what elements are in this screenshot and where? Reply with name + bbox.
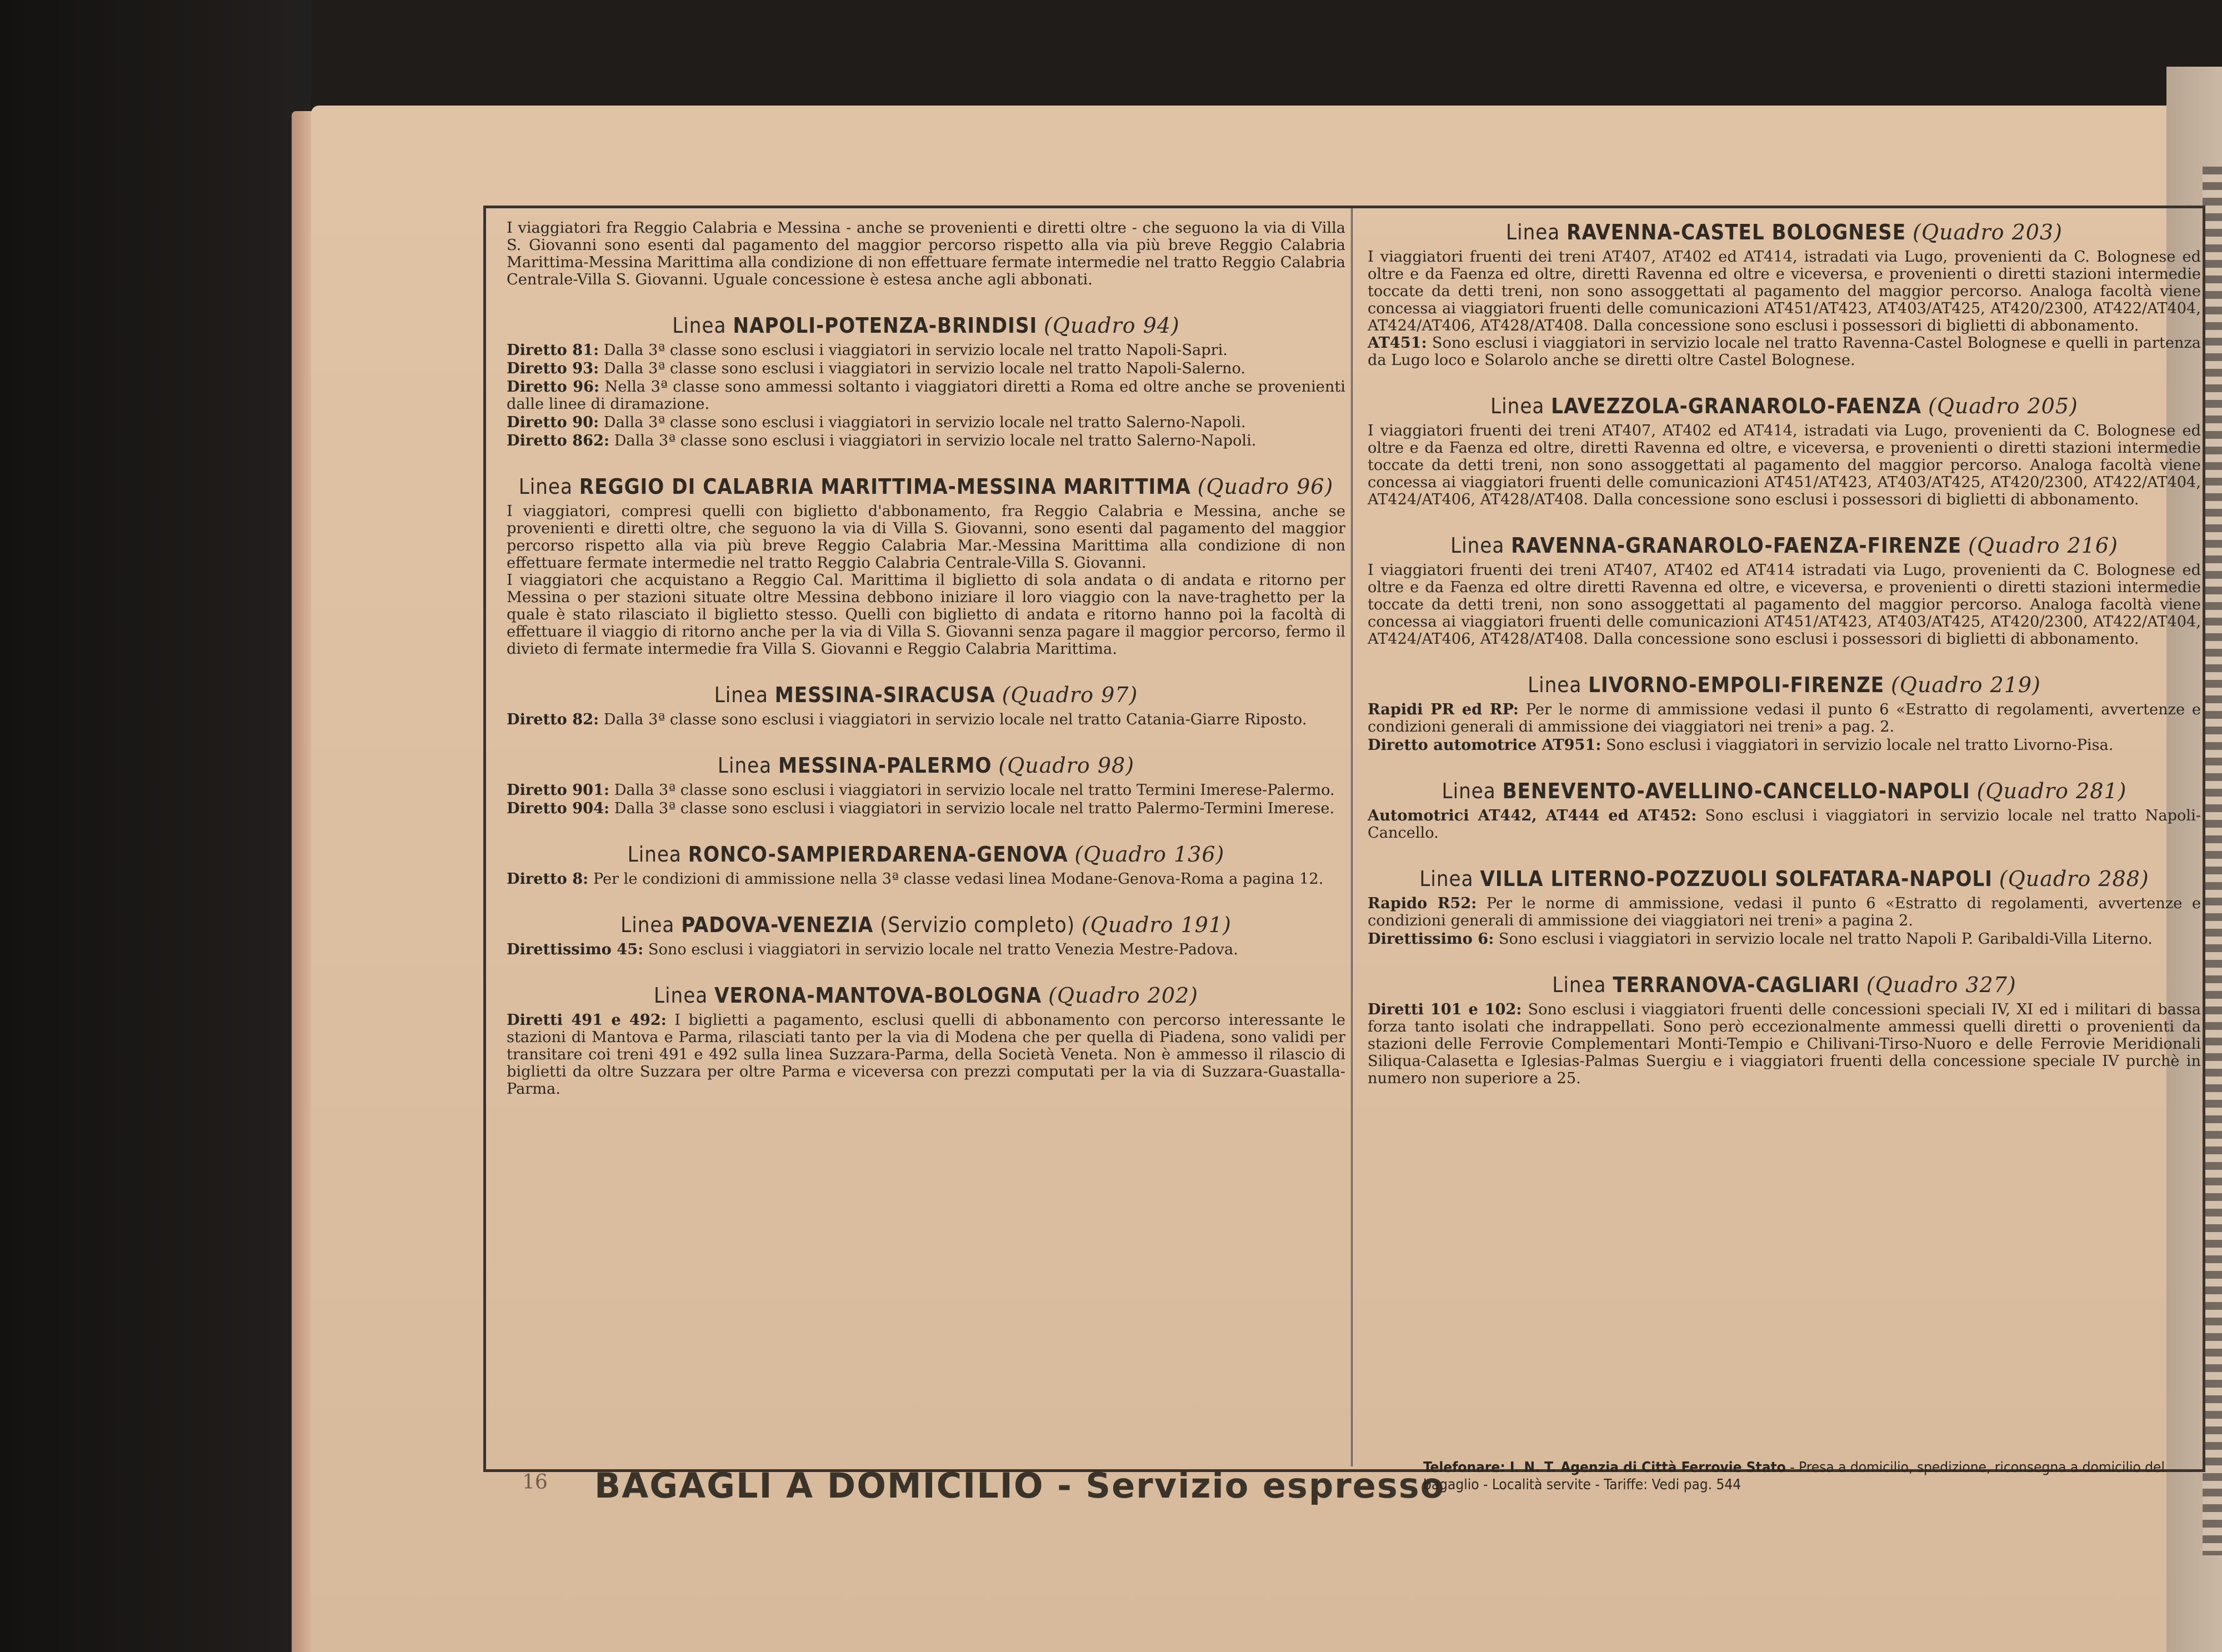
line-prefix: Linea (672, 313, 727, 338)
train-text: I biglietti a pagamento, esclusi quelli di abbonamento con percorso interessante le stazioni di Mantova e Parma, rilasciati tanto per la via di Modena che per quella di Piadena, sono validi per transitare coi treni 491 e 492 sulla linea Suzzara-Parma, della Società Veneta. Non è ammesso il rilascio di biglietti da oltre Suzzara per oltre Parma e viceversa con prezzi computati per la via di Suzzara-Guastalla-Parma. (507, 1012, 1345, 1098)
train-label: Diretto 82: (507, 710, 599, 728)
train-entry (507, 782, 1345, 799)
line-heading (1368, 866, 2201, 892)
line-prefix: Linea (653, 983, 708, 1008)
background-dark (0, 0, 311, 1652)
train-text: Per le condizioni di ammissione nella 3ª classe vedasi linea Modane-Genova-Roma a pagina 12. (593, 870, 1324, 888)
train-label: Rapido R52: (1368, 894, 1477, 912)
line-name: REGGIO DI CALABRIA MARITTIMA-MESSINA MARITTIMA (579, 474, 1191, 499)
train-text: Dalla 3ª classe sono esclusi i viaggiatori in servizio locale nel tratto Salerno-Napoli. (614, 432, 1257, 449)
line-prefix: Linea (620, 913, 675, 937)
train-entry (507, 432, 1345, 449)
line-heading (507, 682, 1345, 708)
line-prefix: Linea (1490, 394, 1545, 418)
left-column (507, 219, 1345, 1122)
line-prefix: Linea (1552, 973, 1607, 997)
line-paragraph: I viaggiatori che acquistano a Reggio Cal. Marittima il biglietto di sola andata o di andata e ritorno per Messina o per stazioni situate oltre Messina debbono iniziare il loro viaggio con la nave-traghetto per la quale è stato rilasciato il biglietto stesso. Quelli con biglietto di andata e ritorno hanno poi la facoltà di effettuare il viaggio di ritorno anche per la via di Villa S. Giovanni senza pagare il maggior percorso, fermo il divieto di fermate intermedie fra Villa S. Giovanni e Reggio Calabria Marittima. (507, 572, 1345, 658)
train-label: Diretto 90: (507, 413, 599, 431)
line-name: MESSINA-PALERMO (778, 753, 992, 778)
binding-edge (2203, 167, 2222, 1555)
line-heading (507, 842, 1345, 867)
line-heading (507, 313, 1345, 338)
line-prefix: Linea (1450, 533, 1505, 558)
line-extra: (Servizio completo) (880, 913, 1075, 937)
train-entry (507, 378, 1345, 413)
train-text: Sono esclusi i viaggiatori fruenti delle concessioni speciali IV, XI ed i militari di bassa forza tanto isolati che indrappellati. Sono però eccezionalmente ammessi quelli diretti o provenienti da stazioni delle Ferrovie Complementari Monti-Tempio e Chilivani-Tirso-Nuoro e delle Ferrovie Meridionali Siliqua-Calasetta e Iglesias-Palmas Suergiu e i viaggiatori fruenti della concessione speciale IV purchè in numero non superiore a 25. (1368, 1001, 2201, 1087)
line-section (507, 983, 1345, 1098)
train-label: Diretti 491 e 492: (507, 1011, 667, 1029)
line-quadro: (Quadro 202) (1048, 983, 1199, 1008)
line-quadro: (Quadro 98) (998, 753, 1135, 778)
line-quadro: (Quadro 288) (1999, 867, 2149, 891)
train-entry (507, 870, 1345, 888)
line-section (507, 682, 1345, 728)
train-entry (1368, 807, 2201, 842)
line-quadro: (Quadro 327) (1866, 973, 2016, 997)
train-text: Dalla 3ª classe sono esclusi i viaggiatori in servizio locale nel tratto Napoli-Salerno. (603, 360, 1246, 377)
train-entry (1368, 930, 2201, 948)
train-label: Diretto 862: (507, 432, 610, 449)
line-section (1368, 972, 2201, 1087)
train-label: Diretto 904: (507, 799, 610, 817)
line-section (507, 842, 1345, 888)
train-text: Per le norme di ammissione, vedasi il punto 6 «Estratto di regolamenti, avvertenze e condizioni generali di ammissione dei viaggiatori nei treni» a pagina 2. (1368, 895, 2201, 929)
train-entry (1368, 1001, 2201, 1087)
train-label: Automotrici AT442, AT444 ed AT452: (1368, 807, 1697, 824)
train-label: Diretto 96: (507, 378, 599, 396)
line-heading (507, 753, 1345, 778)
train-entry (1368, 895, 2201, 929)
train-text: Sono esclusi i viaggiatori in servizio locale nel tratto Napoli P. Garibaldi-Villa Literno. (1498, 930, 2153, 948)
train-entry (1368, 737, 2201, 754)
line-section (1368, 866, 2201, 948)
line-section (1368, 533, 2201, 648)
line-name: BENEVENTO-AVELLINO-CANCELLO-NAPOLI (1502, 779, 1970, 803)
intro-paragraph: I viaggiatori fra Reggio Calabria e Messina - anche se provenienti e diretti oltre - che seguono la via di Villa S. Giovanni sono esenti dal pagamento del maggior percorso rispetto alla via più breve Reggio Calabria Marittima-Messina Marittima alla condizione di non effettuare fermate intermedie nel tratto Reggio Calabria Centrale-Villa S. Giovanni. Uguale concessione è estesa anche agli abbonati. (507, 219, 1345, 288)
train-label: Diretto 93: (507, 359, 599, 377)
line-paragraph: I viaggiatori fruenti dei treni AT407, AT402 ed AT414, istradati via Lugo, provenienti da C. Bolognese ed oltre e da Faenza ed oltre, diretti Ravenna ed oltre, e viceversa, e provenienti o diretti stazioni intermedie toccate da detti treni, non sono assoggettati al pagamento del maggior percorso. Analoga facoltà viene concessa ai viaggiatori fruenti delle comunicazioni AT451/AT423, AT403/AT425, AT420/2300, AT422/AT404, AT424/AT406, AT428/AT408. Dalla concessione sono esclusi i possessori di biglietti di abbonamento. (1368, 422, 2201, 508)
train-entry (1368, 334, 2201, 369)
line-prefix: Linea (1442, 779, 1496, 803)
line-section (507, 912, 1345, 958)
train-entry (507, 342, 1345, 359)
footer-title: BAGAGLI A DOMICILIO - Servizio espresso (594, 1465, 1445, 1506)
line-heading (1368, 219, 2201, 245)
line-quadro: (Quadro 96) (1197, 474, 1334, 499)
line-name: LIVORNO-EMPOLI-FIRENZE (1588, 673, 1885, 697)
right-column (1368, 219, 2201, 1112)
line-quadro: (Quadro 203) (1913, 220, 2063, 244)
train-entry (507, 800, 1345, 817)
train-text: Sono esclusi i viaggiatori in servizio locale nel tratto Livorno-Pisa. (1606, 737, 2114, 754)
intro-section (507, 219, 1345, 288)
line-name: TERRANOVA-CAGLIARI (1613, 973, 1860, 997)
line-section (1368, 672, 2201, 754)
train-entry (507, 360, 1345, 377)
train-label: AT451: (1368, 334, 1427, 352)
line-heading (1368, 778, 2201, 804)
train-label: Diretto 8: (507, 870, 589, 888)
line-name: RAVENNA-CASTEL BOLOGNESE (1567, 220, 1906, 244)
train-text: Dalla 3ª classe sono esclusi i viaggiatori in servizio locale nel tratto Salerno-Napoli. (603, 414, 1246, 431)
train-text: Dalla 3ª classe sono esclusi i viaggiatori in servizio locale nel tratto Catania-Giarre Riposto. (603, 711, 1307, 728)
line-name: MESSINA-SIRACUSA (774, 683, 995, 707)
line-prefix: Linea (518, 474, 573, 499)
train-text: Sono esclusi i viaggiatori in servizio locale nel tratto Venezia Mestre-Padova. (648, 941, 1238, 958)
train-entry (507, 1012, 1345, 1098)
train-label: Direttissimo 6: (1368, 930, 1494, 948)
line-paragraph: I viaggiatori fruenti dei treni AT407, AT402 ed AT414 istradati via Lugo, provenienti da C. Bolognese ed oltre e da Faenza ed oltre diretti Ravenna ed oltre, e viceversa, e provenienti o diretti stazioni intermedie toccate da detti treni, non sono assoggettati al pagamento del maggior percorso. Analoga facoltà viene concessa ai viaggiatori fruenti delle comunicazioni AT451/AT423, AT403/AT425, AT420/2300, AT422/AT404, AT424/AT406, AT428/AT408. Dalla concessione sono esclusi i possessori di biglietti di abbonamento. (1368, 562, 2201, 648)
line-prefix: Linea (1528, 673, 1582, 697)
line-name: RONCO-SAMPIERDARENA-GENOVA (688, 842, 1068, 867)
line-name: VERONA-MANTOVA-BOLOGNA (714, 983, 1042, 1008)
train-text: Per le norme di ammissione vedasi il punto 6 «Estratto di regolamenti, avvertenze e condizioni generali di ammissione dei viaggiatori nei treni» a pag. 2. (1368, 701, 2201, 735)
line-heading (507, 912, 1345, 938)
train-label: Diretto 901: (507, 781, 610, 799)
line-heading (1368, 393, 2201, 419)
line-prefix: Linea (1506, 220, 1560, 244)
line-heading (1368, 533, 2201, 558)
train-text: Sono esclusi i viaggiatori in servizio locale nel tratto Napoli-Cancello. (1368, 807, 2201, 842)
train-text: Nella 3ª classe sono ammessi soltanto i viaggiatori diretti a Roma ed oltre anche se provenienti dalle linee di diramazione. (507, 378, 1345, 413)
footer-note-bold: Telefonare: I. N. T. Agenzia di Città Ferrovie Stato (1423, 1459, 1786, 1476)
line-paragraph: I viaggiatori, compresi quelli con biglietto d'abbonamento, fra Reggio Calabria e Messina, anche se provenienti e diretti oltre, che seguono la via di Villa S. Giovanni, sono esenti dal pagamento del maggior percorso rispetto alla via più breve Reggio Calabria Mar.-Messina Marittima alla condizione di non effettuare fermate intermedie nel tratto Reggio Calabria Centrale-Villa S. Giovanni. (507, 503, 1345, 572)
line-section (1368, 219, 2201, 369)
line-paragraph: I viaggiatori fruenti dei treni AT407, AT402 ed AT414, istradati via Lugo, provenienti da C. Bolognese ed oltre e da Faenza ed oltre, diretti Ravenna ed oltre e viceversa, e provenienti o diretti stazioni intermedie toccate da detti treni, non sono assoggettati al pagamento del maggior percorso. Analoga facoltà viene concessa ai viaggiatori fruenti delle comunicazioni AT451/AT423, AT403/AT425, AT420/2300, AT422/AT404, AT424/AT406, AT428/AT408. Dalla concessione sono esclusi i possessori di biglietti di abbonamento. (1368, 248, 2201, 334)
train-text: Dalla 3ª classe sono esclusi i viaggiatori in servizio locale nel tratto Napoli-Sapri. (603, 342, 1228, 359)
line-heading (1368, 972, 2201, 998)
line-quadro: (Quadro 191) (1081, 913, 1232, 937)
train-text: Dalla 3ª classe sono esclusi i viaggiatori in servizio locale nel tratto Termini Imerese-Palermo. (614, 782, 1335, 799)
column-divider (1351, 208, 1353, 1466)
line-quadro: (Quadro 219) (1890, 673, 2041, 697)
line-name: NAPOLI-POTENZA-BRINDISI (733, 313, 1038, 338)
footer-right (1423, 1459, 2201, 1515)
line-name: LAVEZZOLA-GRANAROLO-FAENZA (1551, 394, 1922, 418)
train-label: Rapidi PR ed RP: (1368, 700, 1519, 718)
line-prefix: Linea (627, 842, 682, 867)
line-name: RAVENNA-GRANAROLO-FAENZA-FIRENZE (1511, 533, 1962, 558)
line-quadro: (Quadro 94) (1044, 313, 1180, 338)
line-heading (1368, 672, 2201, 698)
train-label: Diretti 101 e 102: (1368, 1000, 1522, 1018)
line-section (507, 474, 1345, 658)
line-quadro: (Quadro 205) (1928, 394, 2078, 418)
line-heading (507, 983, 1345, 1008)
line-quadro: (Quadro 136) (1074, 842, 1225, 867)
footer-note (1423, 1459, 2201, 1494)
line-section (507, 753, 1345, 817)
line-name: VILLA LITERNO-POZZUOLI SOLFATARA-NAPOLI (1480, 867, 1993, 891)
train-label: Diretto 81: (507, 341, 599, 359)
line-name: PADOVA-VENEZIA (681, 913, 874, 937)
footer-left (522, 1462, 1445, 1506)
train-text: Dalla 3ª classe sono esclusi i viaggiatori in servizio locale nel tratto Palermo-Termini Imerese. (614, 800, 1335, 817)
train-entry (507, 711, 1345, 728)
train-label: Diretto automotrice AT951: (1368, 736, 1602, 754)
train-entry (1368, 701, 2201, 735)
page-number: 16 (522, 1471, 548, 1494)
line-section (1368, 778, 2201, 842)
line-heading (507, 474, 1345, 499)
train-text: Sono esclusi i viaggiatori in servizio locale nel tratto Ravenna-Castel Bolognese e quelli in partenza da Lugo loco e Solarolo anche se diretti oltre Castel Bolognese. (1368, 334, 2201, 369)
line-prefix: Linea (714, 683, 768, 707)
line-prefix: Linea (1419, 867, 1474, 891)
line-section (1368, 393, 2201, 508)
train-label: Direttissimo 45: (507, 940, 644, 958)
train-entry (507, 414, 1345, 431)
train-entry (507, 941, 1345, 958)
line-quadro: (Quadro 281) (1976, 779, 2127, 803)
line-quadro: (Quadro 97) (1002, 683, 1138, 707)
line-quadro: (Quadro 216) (1968, 533, 2118, 558)
line-section (507, 313, 1345, 449)
line-prefix: Linea (717, 753, 772, 778)
footer-note-text: - Presa a domicilio, spedizione, riconsegna a domicilio del bagaglio - Località servite - Tariffe: Vedi pag. 544 (1423, 1459, 2165, 1493)
